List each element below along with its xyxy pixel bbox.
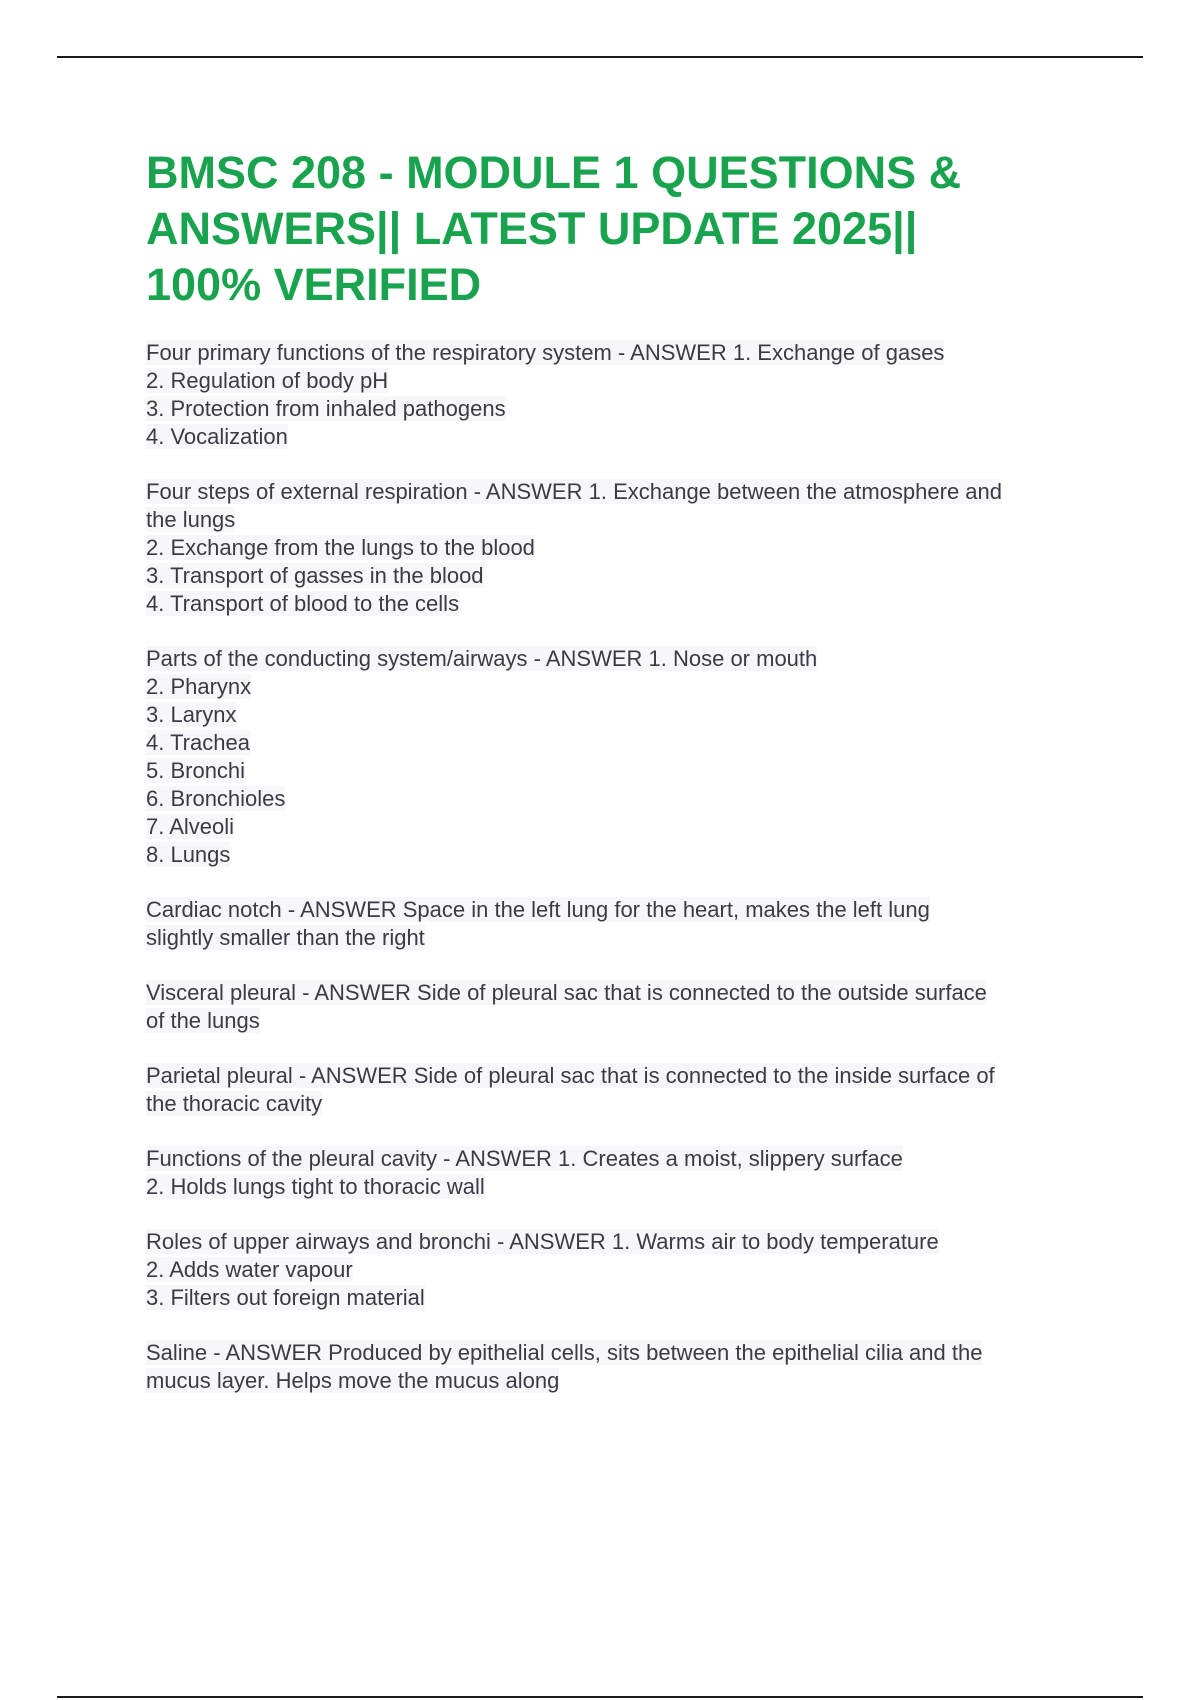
qa-answer-line (146, 1007, 1096, 1035)
qa-answer-line (146, 367, 1096, 395)
qa-line-text: 2. Regulation of body pH (146, 368, 389, 393)
document-body (146, 145, 1096, 1422)
qa-item (146, 1062, 1096, 1118)
qa-line-text: the lungs (146, 507, 236, 532)
qa-line-text: 3. Filters out foreign material (146, 1285, 425, 1310)
qa-line-text: 4. Trachea (146, 730, 250, 755)
qa-item (146, 979, 1096, 1035)
qa-line-text: 3. Transport of gasses in the blood (146, 563, 484, 588)
qa-line-text: Functions of the pleural cavity - ANSWER 1. Creates a moist, slippery surface (146, 1146, 903, 1171)
qa-line-text: 3. Larynx (146, 702, 237, 727)
qa-answer-line (146, 701, 1096, 729)
title-line: BMSC 208 - MODULE 1 QUESTIONS & (146, 147, 962, 198)
qa-answer-line (146, 729, 1096, 757)
qa-line-text: slightly smaller than the right (146, 925, 425, 950)
qa-answer-line (146, 506, 1096, 534)
qa-answer-line (146, 757, 1096, 785)
qa-line-text: the thoracic cavity (146, 1091, 323, 1116)
qa-line-text: Parts of the conducting system/airways - ANSWER 1. Nose or mouth (146, 646, 818, 671)
qa-line-text: of the lungs (146, 1008, 260, 1033)
qa-answer-line (146, 673, 1096, 701)
qa-line-text: 2. Holds lungs tight to thoracic wall (146, 1174, 485, 1199)
qa-item (146, 1339, 1096, 1395)
qa-question-line (146, 1062, 1096, 1090)
qa-line-text: 4. Transport of blood to the cells (146, 591, 460, 616)
qa-question-line (146, 1339, 1096, 1367)
qa-answer-line (146, 1284, 1096, 1312)
qa-question-line (146, 478, 1096, 506)
qa-item (146, 896, 1096, 952)
qa-question-line (146, 1145, 1096, 1173)
qa-answer-line (146, 1256, 1096, 1284)
qa-answer-line (146, 1090, 1096, 1118)
qa-answer-line (146, 562, 1096, 590)
qa-line-text: 2. Pharynx (146, 674, 252, 699)
qa-answer-line (146, 841, 1096, 869)
qa-line-text: 2. Adds water vapour (146, 1257, 353, 1282)
qa-answer-line (146, 534, 1096, 562)
qa-line-text: 2. Exchange from the lungs to the blood (146, 535, 535, 560)
qa-answer-line (146, 924, 1096, 952)
qa-answer-line (146, 785, 1096, 813)
qa-question-line (146, 896, 1096, 924)
qa-list (146, 339, 1096, 1395)
qa-answer-line (146, 1367, 1096, 1395)
title-line: 100% VERIFIED (146, 259, 482, 310)
qa-question-line (146, 979, 1096, 1007)
qa-item (146, 1228, 1096, 1312)
qa-line-text: 5. Bronchi (146, 758, 246, 783)
title-line: ANSWERS|| LATEST UPDATE 2025|| (146, 203, 918, 254)
bottom-divider (57, 1696, 1143, 1698)
qa-item (146, 1145, 1096, 1201)
qa-answer-line (146, 813, 1096, 841)
qa-answer-line (146, 423, 1096, 451)
qa-line-text: 4. Vocalization (146, 424, 288, 449)
qa-line-text: Four primary functions of the respiratory system - ANSWER 1. Exchange of gases (146, 340, 945, 365)
qa-line-text: 7. Alveoli (146, 814, 235, 839)
document-title (146, 145, 1096, 313)
qa-answer-line (146, 590, 1096, 618)
qa-line-text: Roles of upper airways and bronchi - ANSWER 1. Warms air to body temperature (146, 1229, 939, 1254)
qa-item (146, 339, 1096, 451)
qa-item (146, 478, 1096, 618)
qa-line-text: Visceral pleural - ANSWER Side of pleural sac that is connected to the outside surface (146, 980, 987, 1005)
qa-line-text: Cardiac notch - ANSWER Space in the left lung for the heart, makes the left lung (146, 897, 930, 922)
qa-answer-line (146, 395, 1096, 423)
qa-line-text: mucus layer. Helps move the mucus along (146, 1368, 560, 1393)
qa-line-text: Saline - ANSWER Produced by epithelial cells, sits between the epithelial cilia and the (146, 1340, 983, 1365)
qa-line-text: 8. Lungs (146, 842, 231, 867)
qa-line-text: 6. Bronchioles (146, 786, 286, 811)
qa-line-text: 3. Protection from inhaled pathogens (146, 396, 506, 421)
qa-item (146, 645, 1096, 869)
qa-answer-line (146, 1173, 1096, 1201)
qa-question-line (146, 645, 1096, 673)
qa-line-text: Four steps of external respiration - ANSWER 1. Exchange between the atmosphere and (146, 479, 1003, 504)
qa-question-line (146, 1228, 1096, 1256)
top-divider (57, 56, 1143, 58)
qa-question-line (146, 339, 1096, 367)
qa-line-text: Parietal pleural - ANSWER Side of pleural sac that is connected to the inside surface of (146, 1063, 995, 1088)
